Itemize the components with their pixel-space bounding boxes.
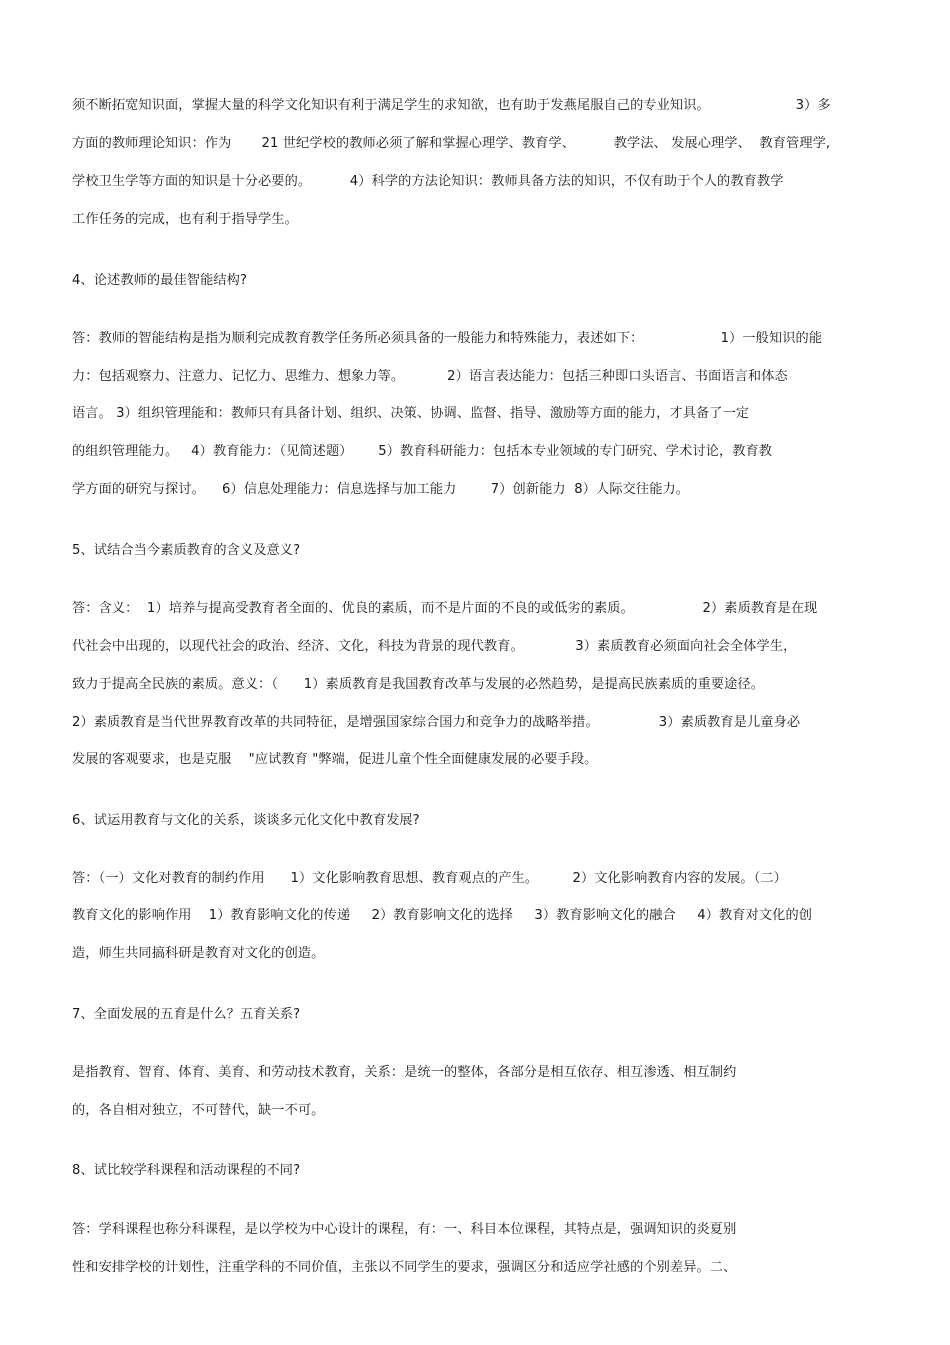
text-line: 是指教育、智育、体育、美育、和劳动技术教育，关系：是统一的整体，各部分是相互依存、相互渗透、相互制约 <box>72 1065 737 1080</box>
question-heading: 8、试比较学科课程和活动课程的不同? <box>72 1163 301 1178</box>
text-line: 工作任务的完成，也有利于指导学生。 <box>72 212 298 227</box>
text-line: 力：包括观察力、注意力、记忆力、思维力、想象力等。 2）语言表达能力：包括三种即口头语言、书面语言和体态 <box>72 369 788 384</box>
text-line: 的组织管理能力。 4）教育能力：（见简述题） 5）教育科研能力：包括本专业领域的专门研究、学术讨论，教育教 <box>72 444 773 459</box>
text-line: 的，各自相对独立，不可替代，缺一不可。 <box>72 1103 325 1118</box>
question-heading: 5、试结合当今素质教育的含义及意义? <box>72 543 301 558</box>
text-line: 致力于提高全民族的素质。意义：（ 1）素质教育是我国教育改革与发展的必然趋势，是提高民族素质的重要途径。 <box>72 677 765 692</box>
text-line: 造，师生共同搞科研是教育对文化的创造。 <box>72 946 325 961</box>
text-line: 答：含义： 1）培养与提高受教育者全面的、优良的素质，而不是片面的不良的或低劣的素质。 2）素质教育是在现 <box>72 601 818 616</box>
text-line: 答：（一）文化对教育的制约作用 1）文化影响教育思想、教育观点的产生。 2）文化影响教育内容的发展。（二） <box>72 871 787 886</box>
question-heading: 7、全面发展的五育是什么？五育关系? <box>72 1007 301 1022</box>
text-line: 答：教师的智能结构是指为顺利完成教育教学任务所必须具备的一般能力和特殊能力，表述如下： 1）一般知识的能 <box>72 331 823 346</box>
text-line: 学校卫生学等方面的知识是十分必要的。 4）科学的方法论知识：教师具备方法的知识，不仅有助于个人的教育教学 <box>72 174 784 189</box>
text-line: 发展的客观要求，也是克服 "应试教育 "弊端，促进儿童个性全面健康发展的必要手段。 <box>72 752 598 767</box>
text-line: 语言。 3）组织管理能和：教师只有具备计划、组织、决策、协调、监督、指导、激励等方面的能力，才具备了一定 <box>72 406 750 421</box>
text-line: 须不断拓宽知识面，掌握大量的科学文化知识有利于满足学生的求知欲，也有助于发燕尾服自己的专业知识。 3）多 <box>72 98 831 113</box>
text-line: 教育文化的影响作用 1）教育影响文化的传递 2）教育影响文化的选择 3）教育影响文化的融合 4）教育对文化的创 <box>72 908 813 923</box>
text-line: 性和安排学校的计划性，注重学科的不同价值，主张以不同学生的要求，强调区分和适应学社感的个别差异。二、 <box>72 1260 737 1275</box>
text-line: 方面的教师理论知识：作为 21 世纪学校的教师必须了解和掌握心理学、教育学、 教学法、 发展心理学、 教育管理学, <box>72 136 831 151</box>
text-line: 答：学科课程也称分科课程，是以学校为中心设计的课程，有：一、科目本位课程，其特点是，强调知识的炎夏别 <box>72 1222 737 1237</box>
text-line: 学方面的研究与探讨。 6）信息处理能力：信息选择与加工能力 7）创新能力 8）人际交往能力。 <box>72 482 690 497</box>
text-line: 2）素质教育是当代世界教育改革的共同特征，是增强国家综合国力和竞争力的战略举措。 3）素质教育是儿童身必 <box>72 715 801 730</box>
question-heading: 4、论述教师的最佳智能结构? <box>72 273 248 288</box>
question-heading: 6、试运用教育与文化的关系，谈谈多元化文化中教育发展? <box>72 813 420 828</box>
text-line: 代社会中出现的，以现代社会的政治、经济、文化，科技为背景的现代教育。 3）素质教育必须面向社会全体学生， <box>72 639 797 654</box>
